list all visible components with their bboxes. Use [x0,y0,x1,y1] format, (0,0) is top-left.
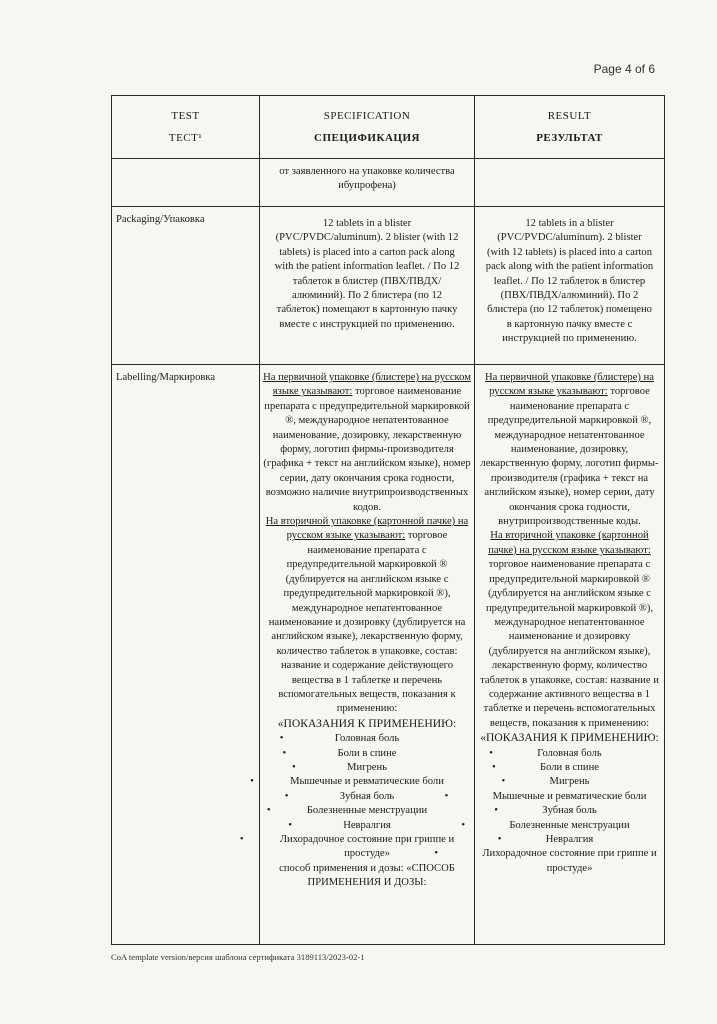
header-result-en: RESULT [547,110,592,122]
header-spec-en: SPECIFICATION [323,110,411,122]
list-item: • Мигрень [263,761,471,775]
list-item: • Боли в спине [263,747,471,761]
packaging-spec: 12 tablets in a blister (PVC/PVDC/aluminum). 2 blister (with 12 tablets) is placed into a carton pack along with the patient information leaflet. / По 12 таблеток в блистер (ПВХ/ПВДХ/алюминий). По 2 блистера (по 12 таблеток) помещают в картонную пачку вместе с инструкцией по применению. [260,207,475,365]
result-indications-title: «ПОКАЗАНИЯ К ПРИМЕНЕНИЮ: [480,731,659,745]
labelling-spec [260,365,475,945]
list-item: • Мигрень [478,775,661,789]
header-result [475,96,665,159]
list-item: • Головная боль [478,747,661,761]
header-spec-ru: СПЕЦИФИКАЦИЯ [314,132,420,144]
spec-indications-title: «ПОКАЗАНИЯ К ПРИМЕНЕНИЮ: [277,716,457,730]
row0-spec: от заявленного на упаковке количества ибупрофена) [260,159,475,207]
header-test-ru: ТЕСТ¹ [168,132,203,144]
header-spec [260,96,475,159]
result-primary-text: торговое наименование препарата с предупредительной маркировкой ®, международное непатентованное наименование, дозировку, лекарственную форму, логотип фирмы-производителя (графика + текст на английском языке), номер серии, дату окончания срока годности, внутрипроизводственные коды. [480,386,659,528]
list-item: • Лихорадочное состояние при гриппе и простуде» [478,847,661,876]
header-result-ru: РЕЗУЛЬТАТ [536,132,603,144]
spec-secondary-text: торговое наименование препарата с предупредительной маркировкой ® (дублируется на английском языке с предупредительной маркировкой ®), международное непатентованное наименование и дозировку (дублируется на английском языке), лекарственную форму, количество таблеток в упаковке, состав: название и содержание действующего вещества в 1 таблетке и перечень вспомогательных веществ, показания к применению: [268,530,466,715]
result-secondary-text: торговое наименование препарата с предупредительной маркировкой ® (дублируется на английском языке с предупредительной маркировкой ®), международное непатентованное наименование и дозировку (дублируется на английском языке), лекарственную форму, количество таблеток в упаковке, состав: название и содержание активного вещества в 1 таблетке и перечень вспомогательных веществ, показания к применению: [480,559,659,729]
coa-table [111,95,665,945]
header-test-en: TEST [171,110,200,122]
spec-secondary-head: На вторичной упаковке (картонной пачке) на русском языке указывают: [265,516,469,542]
list-item: • Мышечные и ревматические боли [263,775,471,789]
packaging-result: 12 tablets in a blister (PVC/PVDC/aluminum). 2 blister (with 12 tablets) is placed into a carton pack along with the patient information leaflet. / По 12 таблеток в блистер (ПВХ/ПВДХ/алюминий). По 2 блистера (по 12 таблеток) помещено в картонную пачку вместе с инструкцией по применению. [475,207,665,365]
spec-primary-text: торговое наименование препарата с предупредительной маркировкой ®, международное непатентованное наименование, дозировку, лекарственную форму, логотип фирмы-производителя (графика + текст на английском языке), номер серии, дату окончания срока годности, возможно наличие внутрипроизводственных кодов. [263,386,471,513]
row0-test [112,159,260,207]
table-row [112,365,665,945]
packaging-test: Packaging/Упаковка [112,207,260,365]
list-item: • Болезненные менструации [478,819,661,833]
list-item: • Зубная боль [478,804,661,818]
list-item: • Лихорадочное состояние при гриппе и простуде» [263,833,471,862]
list-item: • Зубная боль [263,790,471,804]
list-item: • Невралгия [478,833,661,847]
footer-template-version: CoA template version/версия шаблона сертификата 3189113/2023-02-1 [111,952,365,962]
result-secondary-head: На вторичной упаковке (картонной пачке) на русском языке указывают: [488,530,651,556]
row0-result [475,159,665,207]
list-item: • Мышечные и ревматические боли [478,790,661,804]
list-item: • Болезненные менструации [263,804,471,818]
list-item: • Боли в спине [478,761,661,775]
spec-primary-head: На первичной упаковке (блистере) на русском языке указывают: [263,372,471,398]
labelling-result [475,365,665,945]
spec-dosage-text: способ применения и дозы: «СПОСОБ ПРИМЕНЕНИЯ И ДОЗЫ: [279,862,455,889]
header-test [112,96,260,159]
table-row [112,207,665,365]
labelling-test: Labelling/Маркировка [112,365,260,945]
table-row [112,159,665,207]
page-number: Page 4 of 6 [593,62,655,76]
result-primary-head: На первичной упаковке (блистере) на русском языке указывают: [485,372,654,398]
header-row [112,96,665,159]
list-item: • Невралгия [263,819,471,833]
list-item: • Головная боль [263,732,471,746]
